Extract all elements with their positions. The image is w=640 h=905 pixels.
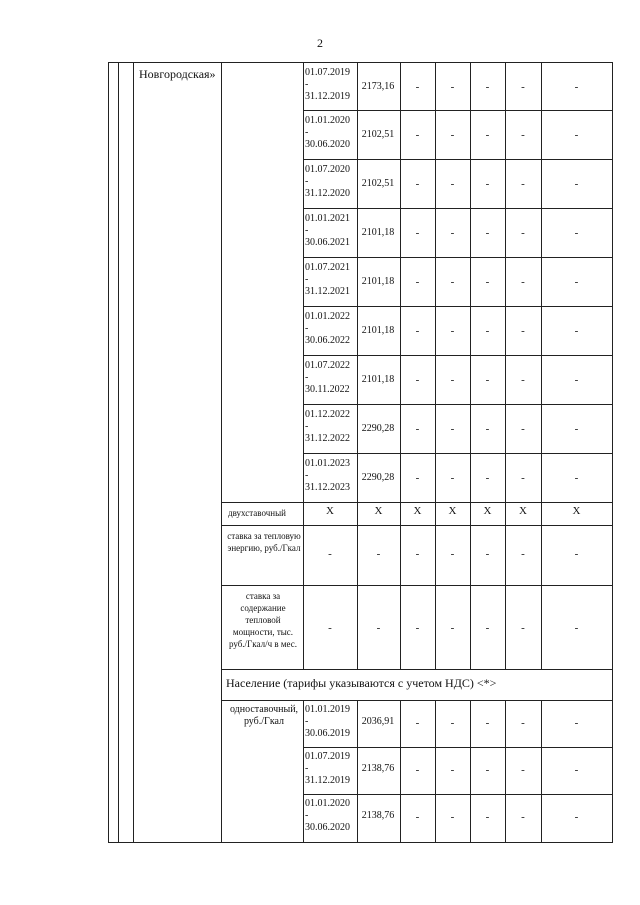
tariff-value: 2102,51 [361,129,395,140]
row-line [303,257,613,258]
empty-dash: - [415,81,420,93]
row-line [303,159,613,160]
empty-dash: - [450,178,455,190]
rate-energy-label: ставка за тепловую энергию, руб./Гкал [227,531,301,553]
period-sep: - [305,372,309,383]
period-sep: - [305,716,309,727]
empty-dash: - [450,622,455,634]
col-line [400,62,401,669]
empty-dash: - [485,622,490,634]
period-to: 31.12.2019 [305,91,350,102]
tariff-value: 2101,18 [361,325,395,336]
empty-dash: - [450,548,455,560]
empty-dash: - [485,178,490,190]
empty-dash: - [415,129,420,141]
empty-dash: - [521,374,525,386]
empty-dash: - [574,764,579,776]
col-line [303,62,304,502]
period-from: 01.07.2019 [305,67,350,78]
empty-dash: - [450,717,455,729]
period-sep: - [305,225,309,236]
empty-dash: - [485,472,490,484]
period-to: 31.12.2023 [305,482,350,493]
empty-dash: - [574,423,579,435]
row-line [221,669,613,670]
empty-dash: - [574,548,579,560]
x-mark: X [572,505,581,517]
x-mark: X [448,505,457,517]
col-line [505,700,506,842]
empty-dash: - [521,276,525,288]
col-line [133,62,134,842]
empty-dash: - [485,717,490,729]
x-mark: X [519,505,527,517]
organization-name: Новгородская» [139,67,216,81]
empty-dash: - [415,178,420,190]
empty-dash: - [450,811,455,823]
empty-dash: - [376,548,381,560]
col-line [435,62,436,669]
empty-dash: - [574,81,579,93]
row-line [303,110,613,111]
empty-dash: - [521,622,525,634]
empty-dash: - [574,374,579,386]
row-line [221,585,613,586]
empty-dash: - [415,374,420,386]
empty-dash: - [521,717,525,729]
two-part-label: двухставочный [228,508,286,518]
empty-dash: - [328,548,332,560]
tariff-value: 2290,28 [361,472,395,483]
tariff-value: 2101,18 [361,374,395,385]
col-line [357,62,358,669]
empty-dash: - [574,129,579,141]
col-line [470,62,471,669]
period-from: 01.01.2020 [305,798,350,809]
tariff-value: 2036,91 [361,716,395,727]
rate-capacity-label: ставка за содержание тепловой мощности, тыс. руб./Гкал/ч в мес. [228,591,298,649]
frame-bottom [108,842,613,843]
empty-dash: - [574,276,579,288]
period-sep: - [305,176,309,187]
period-from: 01.07.2021 [305,262,350,273]
row-line [303,208,613,209]
period-from: 01.01.2021 [305,213,350,224]
tariff-value: 2101,18 [361,227,395,238]
row-line [303,453,613,454]
empty-dash: - [521,129,525,141]
tariff-value: 2101,18 [361,276,395,287]
empty-dash: - [450,81,455,93]
tariff-value: 2138,76 [361,810,395,821]
empty-dash: - [450,325,455,337]
empty-dash: - [415,548,420,560]
col-line [221,62,222,842]
empty-dash: - [485,276,490,288]
period-to: 31.12.2020 [305,188,350,199]
empty-dash: - [415,325,420,337]
period-to: 31.12.2019 [305,775,350,786]
empty-dash: - [574,472,579,484]
col-line [505,62,506,669]
empty-dash: - [485,811,490,823]
tariff-value: 2138,76 [361,763,395,774]
period-from: 01.01.2023 [305,458,350,469]
period-from: 01.07.2022 [305,360,350,371]
period-sep: - [305,127,309,138]
period-from: 01.07.2020 [305,164,350,175]
empty-dash: - [521,178,525,190]
empty-dash: - [415,276,420,288]
empty-dash: - [450,227,455,239]
x-mark: X [326,505,334,517]
empty-dash: - [415,717,420,729]
empty-dash: - [521,472,525,484]
period-to: 30.11.2022 [305,384,350,395]
period-sep: - [305,323,309,334]
empty-dash: - [485,81,490,93]
period-from: 01.01.2019 [305,704,350,715]
empty-dash: - [521,325,525,337]
page-number: 2 [317,36,323,50]
empty-dash: - [521,227,525,239]
empty-dash: - [450,764,455,776]
col-line [435,700,436,842]
x-mark: X [483,505,492,517]
empty-dash: - [485,548,490,560]
empty-dash: - [450,276,455,288]
row-line [303,794,613,795]
row-line [303,306,613,307]
row-line [303,747,613,748]
x-mark: X [413,505,422,517]
empty-dash: - [450,374,455,386]
period-sep: - [305,470,309,481]
empty-dash: - [574,325,579,337]
empty-dash: - [450,472,455,484]
period-sep: - [305,421,309,432]
period-sep: - [305,810,309,821]
col-line [470,700,471,842]
row-line [221,525,613,526]
empty-dash: - [574,717,579,729]
period-to: 31.12.2022 [305,433,350,444]
empty-dash: - [328,622,332,634]
population-header: Население (тарифы указываются с учетом НДС) <*> [226,676,497,690]
period-from: 01.01.2020 [305,115,350,126]
empty-dash: - [485,129,490,141]
tariff-value: 2173,16 [361,81,395,92]
period-sep: - [305,763,309,774]
period-sep: - [305,274,309,285]
empty-dash: - [376,622,381,634]
empty-dash: - [485,325,490,337]
period-from: 01.07.2019 [305,751,350,762]
empty-dash: - [521,81,525,93]
empty-dash: - [415,622,420,634]
col-line [303,700,304,842]
empty-dash: - [485,374,490,386]
frame-top [108,62,613,63]
population-label: одноставочный, руб./Гкал [229,704,299,727]
tariff-value: 2290,28 [361,423,395,434]
period-sep: - [305,79,309,90]
empty-dash: - [415,811,420,823]
empty-dash: - [415,764,420,776]
empty-dash: - [485,423,490,435]
empty-dash: - [574,622,579,634]
row-line [303,404,613,405]
empty-dash: - [485,764,490,776]
empty-dash: - [485,227,490,239]
period-from: 01.01.2022 [305,311,350,322]
period-to: 30.06.2020 [305,822,350,833]
frame-left [108,62,109,842]
empty-dash: - [521,423,525,435]
period-from: 01.12.2022 [305,409,350,420]
period-to: 30.06.2021 [305,237,350,248]
empty-dash: - [450,423,455,435]
empty-dash: - [415,423,420,435]
tariff-value: 2102,51 [361,178,395,189]
col-line [541,700,542,842]
row-line [221,502,613,503]
period-to: 31.12.2021 [305,286,350,297]
empty-dash: - [574,811,579,823]
empty-dash: - [415,227,420,239]
period-to: 30.06.2022 [305,335,350,346]
period-to: 30.06.2019 [305,728,350,739]
empty-dash: - [574,178,579,190]
empty-dash: - [521,548,525,560]
col-line [118,62,119,842]
row-line [221,700,613,701]
period-to: 30.06.2020 [305,139,350,150]
x-mark: X [374,505,383,517]
empty-dash: - [521,811,525,823]
col-line [541,62,542,669]
empty-dash: - [415,472,420,484]
empty-dash: - [574,227,579,239]
frame-right [612,62,613,842]
empty-dash: - [450,129,455,141]
row-line [303,355,613,356]
col-line [400,700,401,842]
empty-dash: - [521,764,525,776]
